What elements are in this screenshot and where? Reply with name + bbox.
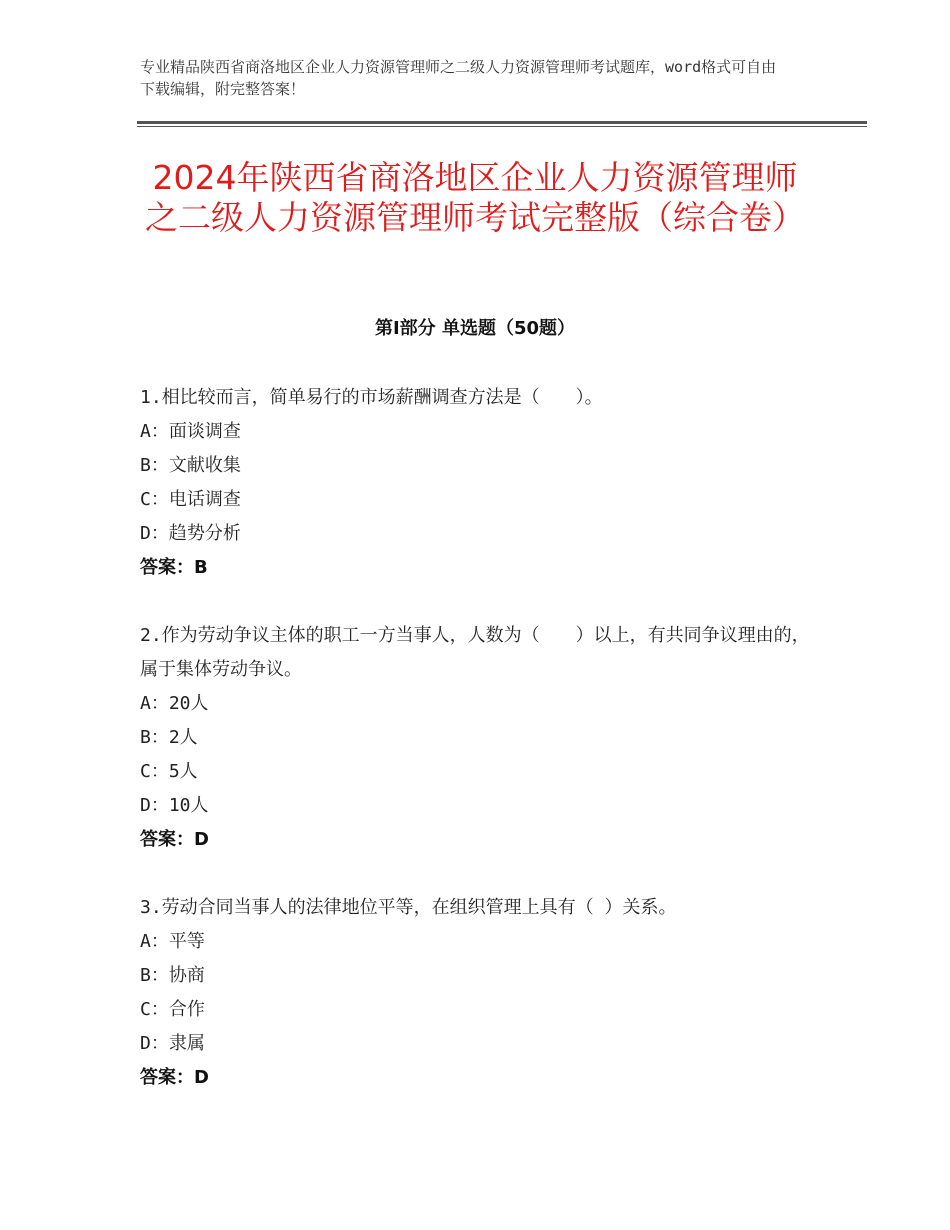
option-a: A：面谈调查 [140, 421, 241, 442]
option-c: C：合作 [140, 999, 205, 1020]
option-b: B：协商 [140, 965, 205, 986]
option-d: D：隶属 [140, 1033, 205, 1054]
answer: 答案：B [140, 557, 208, 578]
question-2 [140, 619, 820, 857]
option-a: A：平等 [140, 931, 205, 952]
option-d: D：趋势分析 [140, 523, 241, 544]
question-stem: 2.作为劳动争议主体的职工一方当事人，人数为（ ）以上，有共同争议理由的，属于集体劳动争议。 [140, 625, 810, 680]
question-3 [140, 891, 820, 1095]
question-stem: 3.劳动合同当事人的法律地位平等，在组织管理上具有（ ）关系。 [140, 897, 677, 918]
option-a: A：20人 [140, 693, 209, 714]
document-title: 2024年陕西省商洛地区企业人力资源管理师之二级人力资源管理师考试完整版（综合卷） [145, 158, 805, 237]
option-b: B：2人 [140, 727, 198, 748]
header-rule-thick [137, 121, 867, 124]
question-1 [140, 381, 820, 585]
question-stem: 1.相比较而言，简单易行的市场薪酬调查方法是（ ）。 [140, 387, 603, 408]
section-heading: 第Ⅰ部分 单选题（50题） [374, 318, 575, 339]
option-c: C：电话调查 [140, 489, 241, 510]
option-d: D：10人 [140, 795, 209, 816]
option-b: B：文献收集 [140, 455, 241, 476]
question-list [140, 381, 820, 1129]
header-note: 专业精品陕西省商洛地区企业人力资源管理师之二级人力资源管理师考试题库，word格式可自由下载编辑，附完整答案！ [140, 58, 777, 98]
answer: 答案：D [140, 829, 209, 850]
answer: 答案：D [140, 1067, 209, 1088]
header-rule-thin [137, 126, 867, 127]
option-c: C：5人 [140, 761, 198, 782]
